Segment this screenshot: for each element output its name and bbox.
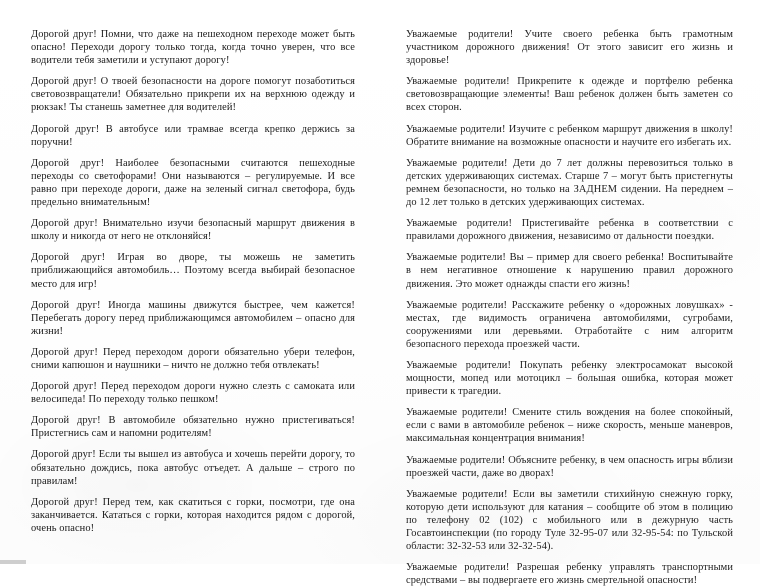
paragraph: Уважаемые родители! Дети до 7 лет должны перевозиться только в детских удерживающих системах. Старше 7 – могут быть пристегнуты ремнем безопасности, но только на ЗАДНЕМ сидении. На переднем – до 12 лет только в детских удерживающих системах.	[406, 157, 733, 209]
paragraph: Дорогой друг! Помни, что даже на пешеходном переходе может быть опасно! Переходи дорогу только тогда, когда точно уверен, что все водители тебя заметили и уступают дорогу!	[31, 29, 355, 67]
paragraph: Дорогой друг! Перед тем, как скатиться с горки, посмотри, где она заканчивается. Кататься с горки, которая находится рядом с дорогой, очень опасно!	[31, 496, 355, 534]
paragraph: Уважаемые родители! Вы – пример для своего ребенка! Воспитывайте в нем негативное отношение к нарушению правил дорожного движения. Это может однажды спасти его жизнь!	[406, 252, 733, 290]
paragraph: Дорогой друг! Играя во дворе, ты можешь не заметить приближающийся автомобиль… Поэтому всегда выбирай безопасное место для игр!	[31, 252, 355, 290]
paragraph: Уважаемые родители! Если вы заметили стихийную снежную горку, которую дети используют для катания – сообщите об этом в полицию по телефону 02 (102) с мобильного или в дежурную часть Госавтоинспекции (по городу Туле 32-95-07 или 32-95-54: по Тульской области: 32-32-53 или 32-32-54).	[406, 488, 733, 553]
paragraph: Дорогой друг! Внимательно изучи безопасный маршрут движения в школу и никогда от него не отклоняйся!	[31, 218, 355, 243]
right-column-parents-advice	[380, 0, 760, 587]
paragraph: Уважаемые родители! Учите своего ребенка быть грамотным участником дорожного движения! От этого зависит его жизнь и здоровье!	[406, 29, 733, 67]
paragraph: Уважаемые родители! Пристегивайте ребенка в соответствии с правилами дорожного движения, независимо от дальности поездки.	[406, 218, 733, 243]
left-column-children-advice	[0, 0, 380, 535]
paragraph: Дорогой друг! Иногда машины движутся быстрее, чем кажется! Перебегать дорогу перед приближающимся автомобилем – опасно для жизни!	[31, 299, 355, 337]
paragraph: Уважаемые родители! Покупать ребенку электросамокат высокой мощности, мопед или мотоцикл – большая ошибка, которая может привести к трагедии.	[406, 359, 733, 398]
paragraph: Дорогой друг! В автомобиле обязательно нужно пристегиваться! Пристегнись сам и напомни родителям!	[31, 415, 355, 440]
paragraph: Дорогой друг! Если ты вышел из автобуса и хочешь перейти дорогу, то обязательно дождись, пока автобус отъедет. А дальше – строго по правилам!	[31, 449, 355, 487]
paragraph: Уважаемые родители! Расскажите ребенку о «дорожных ловушках» - местах, где видимость ограничена автомобилями, сугробами, сооружениями или деревьями. Отработайте с ним алгоритм безопасного перехода проезжей части.	[406, 299, 733, 350]
paragraph: Уважаемые родители! Изучите с ребенком маршрут движения в школу! Обратите внимание на возможные опасности и научите его избегать их.	[406, 123, 733, 148]
paragraph: Дорогой друг! Перед переходом дороги нужно слезть с самоката или велосипеда! По переходу только пешком!	[31, 381, 355, 406]
paragraph: Уважаемые родители! Прикрепите к одежде и портфелю ребенка световозвращающие элементы! Ваш ребенок должен быть заметен со всех сторон.	[406, 76, 733, 114]
paragraph: Уважаемые родители! Смените стиль вождения на более спокойный, если с вами в автомобиле ребенок – ниже скорость, меньше маневров, максимальная концентрация внимания!	[406, 407, 733, 445]
paragraph: Дорогой друг! О твоей безопасности на дороге помогут позаботиться световозвращатели! Обязательно прикрепи их на верхнюю одежду и рюкзак! Ты станешь заметнее для водителей!	[31, 76, 355, 114]
paragraph: Уважаемые родители! Разрешая ребенку управлять транспортными средствами – вы подвергаете его жизнь смертельной опасности!	[406, 562, 733, 587]
paragraph: Уважаемые родители! Объясните ребенку, в чем опасность игры вблизи проезжей части, даже во дворах!	[406, 454, 733, 479]
paragraph: Дорогой друг! В автобусе или трамвае всегда крепко держись за поручни!	[31, 123, 355, 148]
paragraph: Дорогой друг! Наиболее безопасными считаются пешеходные переходы со светофорами! Они называются – регулируемые. И все равно при переходе дороги, даже на зеленый сигнал светофора, будь предельно внимательным!	[31, 157, 355, 209]
paragraph: Дорогой друг! Перед переходом дороги обязательно убери телефон, сними капюшон и наушники – ничто не должно тебя отвлекать!	[31, 346, 355, 371]
